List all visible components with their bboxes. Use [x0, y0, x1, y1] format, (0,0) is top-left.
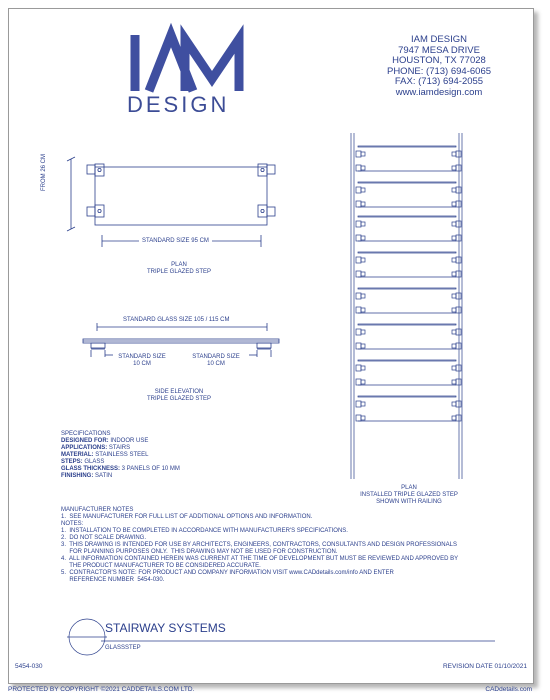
note-item: 4. ALL INFORMATION CONTAINED HEREIN WAS CURRENT AT THE TIME OF DEVELOPMENT BUT MUST BE REVIEWED AND APPROVED BY [61, 556, 459, 562]
spec-item [61, 473, 321, 480]
elevation-title-line1: SIDE ELEVATION [154, 389, 204, 395]
company-website[interactable]: www.iamdesign.com [395, 86, 483, 98]
spec-label: APPLICATIONS: [61, 445, 108, 451]
elevation-dim-left [107, 354, 177, 368]
railing-step [356, 216, 461, 241]
railing-step [356, 288, 461, 313]
plan-drawing [67, 157, 275, 247]
drawing-number: 5454-030 [15, 663, 43, 670]
company-address [369, 35, 509, 98]
elevation-title [109, 389, 249, 403]
plan-dim-bottom: STANDARD SIZE 95 CM [139, 238, 212, 245]
company-name: IAM DESIGN [411, 34, 467, 45]
spec-label: MATERIAL: [61, 452, 94, 458]
notes-list [61, 528, 501, 584]
company-address2: HOUSTON, TX 77028 [392, 55, 486, 66]
plan-title-line2: TRIPLE GLAZED STEP [146, 269, 212, 275]
note-item: 5. CONTRACTOR'S NOTE: FOR PRODUCT AND COMPANY INFORMATION VISIT www.CADdetails.com/info AND ENTER [61, 570, 394, 576]
elevation-dim-right-line1: STANDARD SIZE [192, 354, 240, 360]
notes-heading: NOTES: [61, 521, 84, 527]
company-phone: PHONE: (713) 694-6065 [386, 65, 492, 77]
railing-steps [356, 146, 461, 421]
railing-step [356, 252, 461, 277]
spec-label: FINISHING: [61, 473, 94, 479]
spec-item [61, 466, 321, 473]
note-item: REFERENCE NUMBER 5454-030. [61, 577, 165, 583]
notes-block [61, 507, 501, 584]
note-item: 1. INSTALLATION TO BE COMPLETED IN ACCORDANCE WITH MANUFACTURER'S SPECIFICATIONS. [61, 528, 348, 534]
railing-step [356, 324, 461, 349]
manufacturer-notes-heading: MANUFACTURER NOTES [61, 507, 134, 513]
elevation-dim-right-line2: 10 CM [207, 361, 225, 367]
note-item: THE PRODUCT MANUFACTURER TO BE CONSIDERED ACCURATE. [61, 563, 261, 569]
spec-item [61, 438, 321, 445]
spec-value: 3 PANELS OF 10 MM [120, 466, 180, 472]
title-block-subtitle: GLASSSTEP [105, 645, 141, 651]
note-item: 3. THIS DRAWING IS INTENDED FOR USE BY ARCHITECTS, ENGINEERS, CONTRACTORS, CONSULTANTS AND DESIGN PROFESSIONALS [61, 542, 457, 548]
logo-mark [135, 35, 239, 91]
company-address1: 7947 MESA DRIVE [398, 44, 480, 56]
revision-date: REVISION DATE 01/10/2021 [442, 663, 527, 670]
elevation-drawing [83, 323, 279, 357]
plan-title [109, 262, 249, 276]
specifications [61, 431, 321, 480]
spec-label: STEPS: [61, 459, 83, 465]
spec-item [61, 452, 321, 459]
spec-value: INDOOR USE [108, 438, 149, 444]
railing-step [356, 360, 461, 385]
specifications-list [61, 438, 321, 480]
note-item: FOR PLANNING PURPOSES ONLY. THIS DRAWING MAY NOT BE USED FOR CONSTRUCTION. [61, 549, 338, 555]
spec-value: SATIN [93, 473, 113, 479]
logo-word: DESIGN [127, 92, 230, 117]
plan-title-line1: PLAN [171, 262, 187, 268]
railing-step [356, 182, 461, 207]
copyright-text: PROTECTED BY COPYRIGHT ©2021 CADDETAILS.COM LTD. [8, 686, 195, 693]
railing-drawing [351, 133, 462, 479]
plan-dim-side: FROM 26 CM [41, 153, 47, 191]
spec-value: STAINLESS STEEL [93, 452, 149, 458]
note-item: 2. DO NOT SCALE DRAWING. [61, 535, 147, 541]
railing-title-line3: SHOWN WITH RAILING [376, 499, 442, 505]
railing-step [356, 146, 461, 171]
spec-label: GLASS THICKNESS: [61, 466, 121, 472]
railing-title-line1: PLAN [401, 485, 417, 491]
spec-item [61, 459, 321, 466]
spec-value: STAIRS [107, 445, 131, 451]
caddetails-brand[interactable]: CADdetails.com [485, 686, 532, 693]
manufacturer-note-1: 1. SEE MANUFACTURER FOR FULL LIST OF ADDITIONAL OPTIONS AND INFORMATION. [61, 514, 313, 520]
spec-item [61, 445, 321, 452]
elevation-dim-left-line1: STANDARD SIZE [118, 354, 166, 360]
elevation-dim-right [181, 354, 251, 368]
spec-label: DESIGNED FOR: [61, 438, 109, 444]
elevation-title-line2: TRIPLE GLAZED STEP [146, 396, 212, 402]
specifications-heading: SPECIFICATIONS [61, 431, 111, 437]
company-fax: FAX: (713) 694-2055 [394, 76, 484, 87]
spec-value: GLASS [82, 459, 105, 465]
drawing-sheet [8, 8, 534, 684]
title-block-title: STAIRWAY SYSTEMS [105, 621, 226, 635]
elevation-dim-top: STANDARD GLASS SIZE 105 / 115 CM [123, 317, 230, 323]
railing-title [339, 485, 479, 506]
railing-title-line2: INSTALLED TRIPLE GLAZED STEP [360, 492, 458, 498]
railing-step [356, 396, 461, 421]
elevation-dim-left-line2: 10 CM [133, 361, 151, 367]
